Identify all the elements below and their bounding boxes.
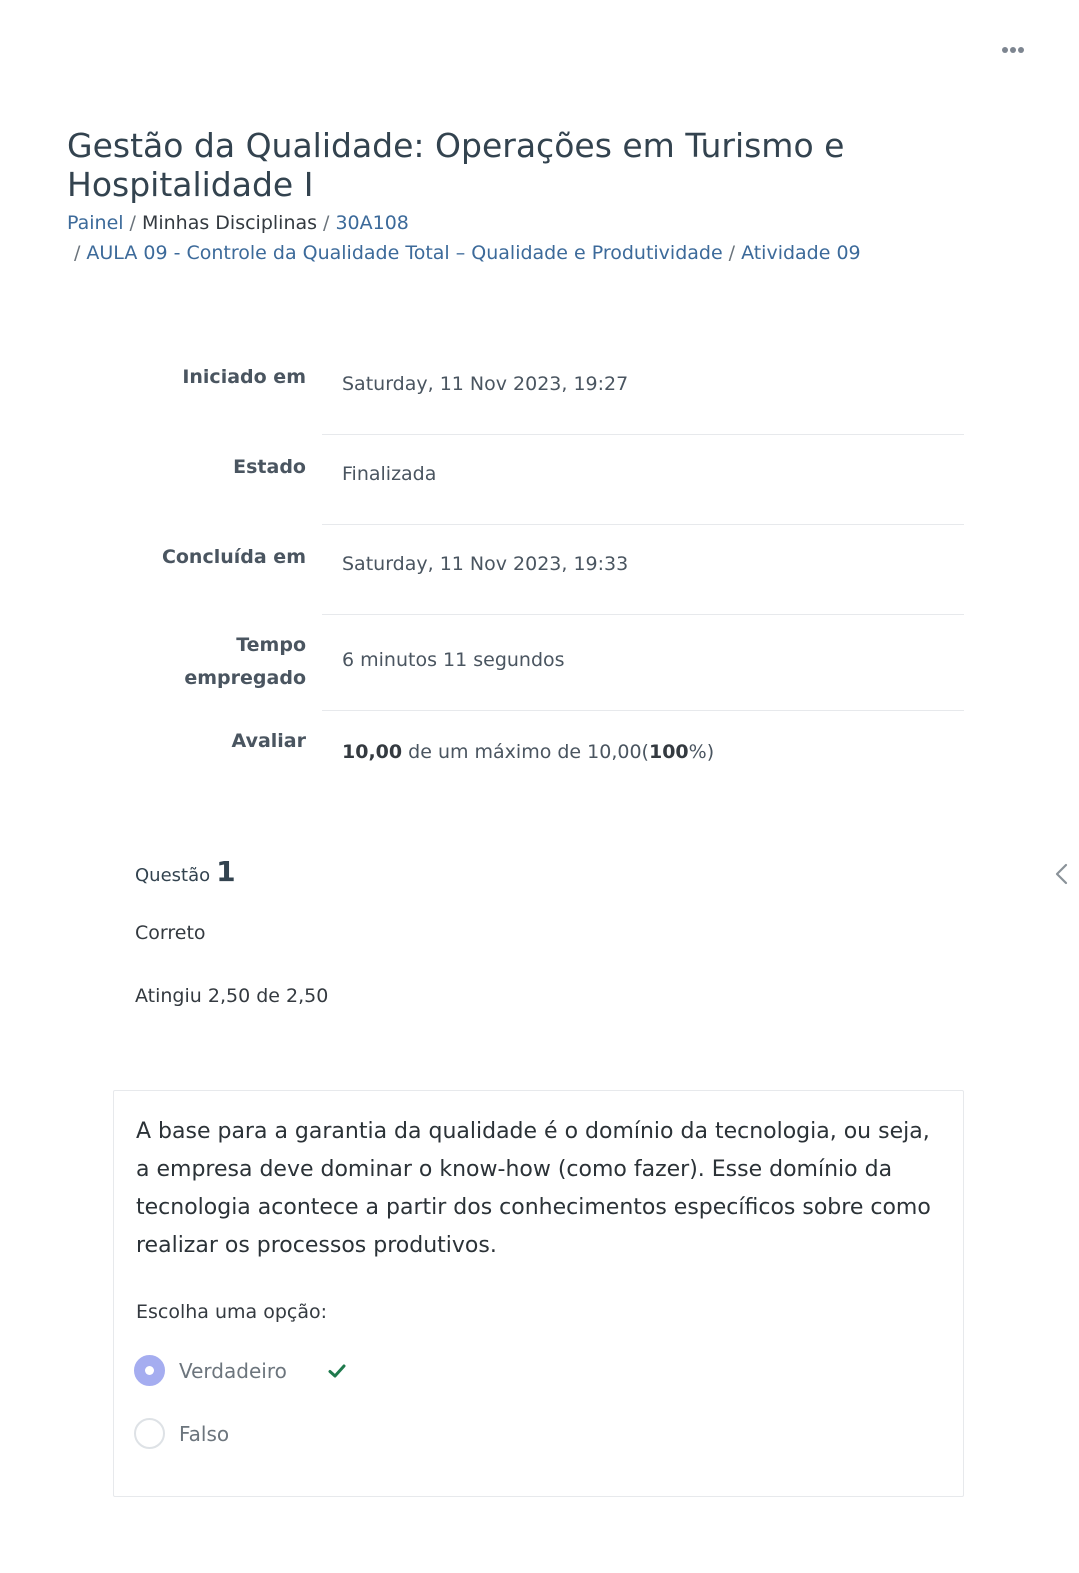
option-verdadeiro[interactable] — [134, 1355, 347, 1386]
radio-selected[interactable] — [134, 1355, 165, 1386]
breadcrumb-course-code[interactable]: 30A108 — [335, 212, 409, 234]
question-grade: Atingiu 2,50 de 2,50 — [135, 985, 329, 1007]
breadcrumb-painel[interactable]: Painel — [67, 212, 124, 234]
summary-label: Iniciado em — [182, 366, 306, 388]
radio-unselected[interactable] — [134, 1418, 165, 1449]
question-number — [135, 855, 236, 888]
summary-value — [322, 711, 964, 791]
summary-value: Saturday, 11 Nov 2023, 19:27 — [322, 345, 964, 435]
breadcrumb — [67, 208, 409, 238]
grade-middle: de um máximo de 10,00( — [402, 741, 649, 763]
grade-percent: 100 — [648, 741, 689, 763]
more-dot — [1010, 47, 1016, 53]
summary-row-started — [100, 345, 964, 435]
check-icon — [327, 1361, 347, 1381]
breadcrumb-separator: / — [728, 242, 736, 264]
question-state: Correto — [135, 922, 206, 944]
summary-row-state — [100, 435, 964, 525]
question-label: Questão — [135, 865, 211, 886]
breadcrumb-aula[interactable]: AULA 09 - Controle da Qualidade Total – Qualidade e Produtividade — [86, 242, 723, 264]
question-content-box — [113, 1090, 964, 1497]
breadcrumb-minhas-disciplinas: Minhas Disciplinas — [141, 212, 318, 234]
answer-prompt: Escolha uma opção: — [136, 1301, 328, 1323]
option-label: Falso — [179, 1421, 230, 1446]
summary-row-grade — [100, 711, 964, 791]
chevron-left-icon[interactable] — [1052, 862, 1072, 886]
question-number-value: 1 — [216, 855, 236, 888]
summary-label-line: Tempo — [236, 634, 306, 656]
option-label: Verdadeiro — [179, 1358, 287, 1383]
summary-label: Estado — [233, 456, 306, 478]
summary-row-completed — [100, 525, 964, 615]
more-dot — [1002, 47, 1008, 53]
more-dot — [1018, 47, 1024, 53]
summary-label: Avaliar — [231, 730, 306, 752]
question-text: A base para a garantia da qualidade é o domínio da tecnologia, ou seja, a empresa deve dominar o know-how (como fazer). Esse domínio da tecnologia acontece a partir dos conhecimentos específicos sobre como realizar os processos produtivos. — [136, 1119, 931, 1258]
summary-row-time — [100, 615, 964, 711]
breadcrumb-atividade[interactable]: Atividade 09 — [741, 242, 861, 264]
attempt-summary-table — [100, 345, 964, 791]
breadcrumb-separator: / — [74, 242, 81, 264]
breadcrumb-continued — [74, 238, 861, 268]
summary-value: Saturday, 11 Nov 2023, 19:33 — [322, 525, 964, 615]
breadcrumb-separator: / — [323, 212, 330, 234]
grade-score: 10,00 — [342, 741, 403, 763]
option-falso[interactable] — [134, 1418, 229, 1449]
page-title: Gestão da Qualidade: Operações em Turismo e Hospitalidade I — [67, 126, 845, 204]
grade-suffix: %) — [688, 741, 715, 763]
summary-label-line: empregado — [184, 667, 306, 689]
summary-value: Finalizada — [322, 435, 964, 525]
summary-label — [100, 615, 322, 711]
breadcrumb-separator: / — [129, 212, 136, 234]
more-options-button[interactable] — [998, 40, 1028, 60]
summary-value: 6 minutos 11 segundos — [322, 615, 964, 711]
summary-label: Concluída em — [161, 546, 306, 568]
question-info — [135, 855, 236, 888]
